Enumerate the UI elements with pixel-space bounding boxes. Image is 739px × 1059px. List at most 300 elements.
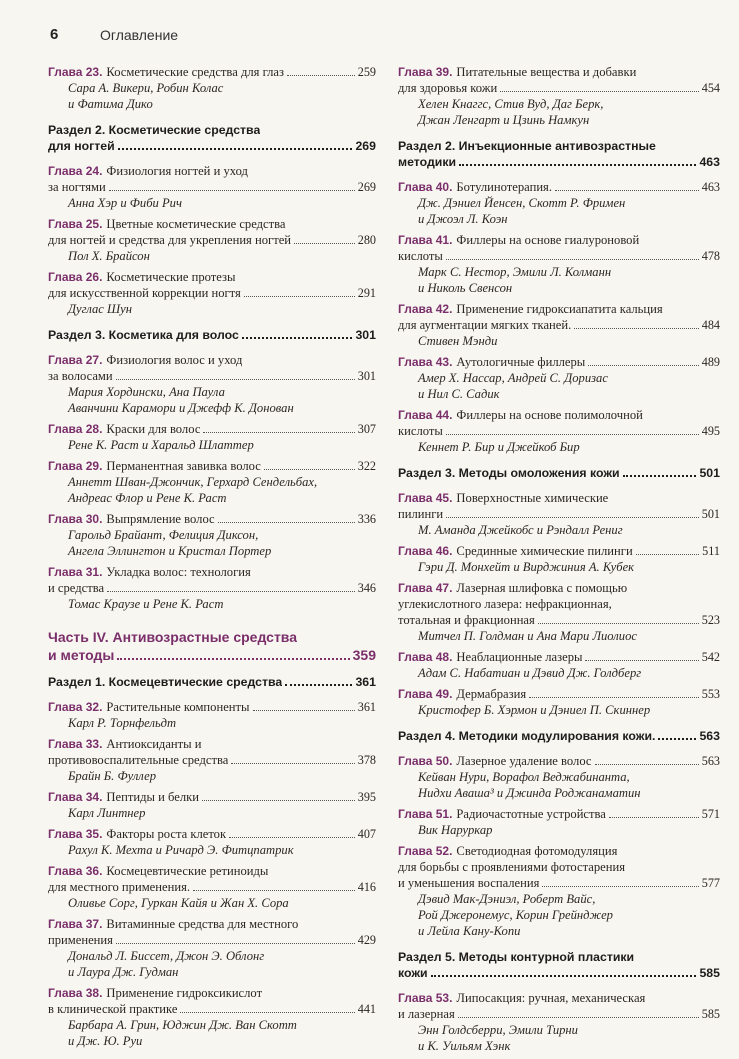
- entry-title-line: Краски для волос: [106, 422, 201, 436]
- entry-title-line: Пептиды и белки: [106, 790, 199, 804]
- chapter-label: Глава 43.: [398, 355, 453, 369]
- entry-title-line: для аугментации мягких тканей.: [398, 318, 572, 332]
- authors-line: Карл Р. Торнфельдт: [68, 716, 177, 730]
- chapter-label: Глава 34.: [48, 790, 103, 804]
- entry-title-line: Цветные косметические средства: [106, 217, 286, 231]
- page-ref: 495: [701, 424, 720, 438]
- chapter-label: Глава 50.: [398, 754, 453, 768]
- dot-leader: [658, 738, 696, 740]
- toc-line: [48, 122, 376, 138]
- page-ref: 511: [702, 544, 720, 558]
- toc-chapter: [48, 564, 376, 612]
- entry-title-line: Физиология ногтей и уход: [106, 164, 248, 178]
- toc-line: [398, 80, 720, 96]
- toc-line: [48, 269, 376, 285]
- entry-title-line: Срединные химические пилинги: [456, 544, 633, 558]
- authors-line: Оливье Сорг, Гуркан Кайя и Жан Х. Сора: [68, 896, 289, 910]
- toc-line: [398, 859, 720, 875]
- authors-line: Брайн Б. Фуллер: [68, 769, 157, 783]
- toc-column-left: [48, 64, 376, 1054]
- dot-leader: [253, 710, 355, 711]
- toc-column-right: [398, 64, 720, 1059]
- entry-title-line: для борьбы с проявлениями фотостарения: [398, 860, 626, 874]
- page-ref: 378: [357, 753, 376, 767]
- authors-line: Аннетт Шван-Джончик, Герхард Сендельбах,: [68, 475, 318, 489]
- toc-section: [398, 728, 720, 744]
- toc-section: [48, 674, 376, 690]
- toc-chapter: [398, 179, 720, 227]
- entry-title-line: Укладка волос: технология: [106, 565, 251, 579]
- entry-title-line: для местного применения.: [48, 880, 191, 894]
- authors-line: и Фатима Дико: [68, 97, 153, 111]
- authors-line: Дж. Дэниел Йенсен, Скотт Р. Фримен: [418, 196, 626, 210]
- chapter-label: Глава 46.: [398, 544, 453, 558]
- authors-line: и Лаура Дж. Гудман: [68, 965, 179, 979]
- toc-line: [48, 327, 376, 343]
- toc-line: [398, 543, 720, 559]
- toc-section: [398, 138, 720, 170]
- dot-leader: [431, 975, 697, 977]
- entry-title-line: Раздел 3. Косметика для волос: [48, 328, 239, 342]
- chapter-label: Глава 52.: [398, 844, 453, 858]
- dot-leader: [555, 190, 699, 191]
- authors-line: Энн Голдсберри, Эмили Тирни: [418, 1023, 578, 1037]
- dot-leader: [118, 148, 353, 150]
- toc-chapter: [398, 232, 720, 296]
- entry-title-line: Витаминные средства для местного: [106, 917, 299, 931]
- chapter-label: Глава 44.: [398, 408, 453, 422]
- toc-line: [48, 511, 376, 527]
- page-ref: 501: [699, 466, 720, 480]
- toc-line: [398, 596, 720, 612]
- page-ref: 478: [701, 249, 720, 263]
- authors-line: Хелен Кнаггс, Стив Вуд, Даг Берк,: [418, 97, 604, 111]
- chapter-label: Глава 47.: [398, 581, 453, 595]
- toc-line: [398, 1006, 720, 1022]
- entry-title-line: Филлеры на основе гиалуроновой: [456, 233, 640, 247]
- entry-title-line: Физиология волос и уход: [106, 353, 243, 367]
- dot-leader: [294, 243, 355, 244]
- entry-title-line: для искусственной коррекции ногтя: [48, 286, 241, 300]
- chapter-label: Глава 32.: [48, 700, 103, 714]
- chapter-label: Глава 23.: [48, 65, 103, 79]
- authors-line: Ангела Эллингтон и Кристал Портер: [68, 544, 272, 558]
- chapter-label: Глава 33.: [48, 737, 103, 751]
- chapter-label: Глава 37.: [48, 917, 103, 931]
- toc-line: [398, 843, 720, 859]
- page-ref: 346: [357, 581, 376, 595]
- dot-leader: [459, 164, 696, 166]
- dot-leader: [193, 890, 355, 891]
- toc-line: [48, 789, 376, 805]
- toc-line: [48, 699, 376, 715]
- toc-line: [48, 138, 376, 154]
- chapter-label: Глава 38.: [48, 986, 103, 1000]
- chapter-label: Глава 28.: [48, 422, 103, 436]
- toc-line: [398, 612, 720, 628]
- dot-leader: [623, 475, 697, 477]
- page-ref: 407: [357, 827, 376, 841]
- entry-title-line: Дермабразия: [456, 687, 527, 701]
- chapter-label: Глава 45.: [398, 491, 453, 505]
- chapter-label: Глава 31.: [48, 565, 103, 579]
- chapter-label: Глава 53.: [398, 991, 453, 1005]
- toc-line: [48, 458, 376, 474]
- entry-title-line: и уменьшения воспаления: [398, 876, 540, 890]
- toc-chapter: [48, 269, 376, 317]
- dot-leader: [116, 943, 355, 944]
- dot-leader: [542, 886, 698, 887]
- page-ref: 563: [701, 754, 720, 768]
- toc-chapter: [48, 511, 376, 559]
- entry-title-line: Лазерная шлифовка с помощью: [456, 581, 628, 595]
- authors-line: Митчел П. Голдман и Ана Мари Лиолиос: [418, 629, 637, 643]
- toc-section: [48, 327, 376, 343]
- page-ref: 336: [357, 512, 376, 526]
- authors-line: Амер Х. Нассар, Андрей С. Доризас: [418, 371, 608, 385]
- toc-line: [398, 154, 720, 170]
- toc-chapter: [48, 216, 376, 264]
- toc-chapter: [48, 458, 376, 506]
- chapter-label: Глава 51.: [398, 807, 453, 821]
- authors-line: Вик Наруркар: [418, 823, 493, 837]
- entry-title-line: кожи: [398, 966, 428, 980]
- chapter-label: Глава 49.: [398, 687, 453, 701]
- authors-line: Рене К. Раст и Харальд Шлаттер: [68, 438, 254, 452]
- authors-line: Томас Краузе и Рене К. Раст: [68, 597, 224, 611]
- toc-chapter: [48, 421, 376, 453]
- dot-leader: [636, 554, 699, 555]
- toc-line: [398, 753, 720, 769]
- dot-leader: [107, 591, 355, 592]
- toc-line: [398, 990, 720, 1006]
- page-ref: 359: [352, 647, 376, 663]
- toc-line: [48, 580, 376, 596]
- toc-chapter: [398, 64, 720, 128]
- entry-title-line: Факторы роста клеток: [106, 827, 227, 841]
- page-ref: 463: [701, 180, 720, 194]
- entry-title-line: и методы: [48, 647, 115, 663]
- authors-line: Барбара А. Грин, Юджин Дж. Ван Скотт: [68, 1018, 297, 1032]
- authors-line: Пол Х. Брайсон: [68, 249, 150, 263]
- toc-line: [398, 64, 720, 80]
- entry-title-line: Филлеры на основе полимолочной: [456, 408, 643, 422]
- toc-line: [48, 421, 376, 437]
- authors-line: Нидхи Аваша³ и Джинда Роджанаматин: [418, 786, 641, 800]
- dot-leader: [242, 337, 353, 339]
- authors-line: Джан Ленгарт и Цзинь Намкун: [418, 113, 590, 127]
- entry-title-line: Светодиодная фотомодуляция: [456, 844, 618, 858]
- toc-part: [48, 628, 376, 664]
- toc-chapter: [398, 806, 720, 838]
- toc-line: [48, 352, 376, 368]
- entry-title-line: Космецевтические ретиноиды: [106, 864, 269, 878]
- toc-line: [398, 301, 720, 317]
- toc-line: [48, 863, 376, 879]
- toc-line: [48, 879, 376, 895]
- chapter-label: Глава 42.: [398, 302, 453, 316]
- toc-chapter: [398, 686, 720, 718]
- toc-line: [48, 985, 376, 1001]
- toc-chapter: [398, 301, 720, 349]
- toc-line: [398, 728, 720, 744]
- toc-line: [398, 806, 720, 822]
- toc-chapter: [48, 699, 376, 731]
- entry-title-line: Раздел 1. Космецевтические средства: [48, 675, 283, 689]
- entry-title-line: Выпрямление волос: [106, 512, 215, 526]
- toc-line: [48, 646, 376, 664]
- toc-chapter: [48, 352, 376, 416]
- entry-title-line: и лазерная: [398, 1007, 455, 1021]
- authors-line: Рой Джеронемус, Корин Грейнджер: [418, 908, 613, 922]
- page-ref: 542: [701, 650, 720, 664]
- page-ref: 429: [357, 933, 376, 947]
- dot-leader: [180, 1012, 354, 1013]
- toc-line: [398, 317, 720, 333]
- page-ref: 301: [355, 328, 376, 342]
- toc-chapter: [48, 789, 376, 821]
- page-ref: 361: [357, 700, 376, 714]
- toc-chapter: [48, 985, 376, 1049]
- page-ref: 585: [699, 966, 720, 980]
- entry-title-line: Косметические протезы: [106, 270, 236, 284]
- toc-chapter: [398, 354, 720, 402]
- dot-leader: [244, 296, 355, 297]
- toc-line: [398, 506, 720, 522]
- entry-title-line: углекислотного лазера: нефракционная,: [398, 597, 612, 611]
- toc-chapter: [398, 753, 720, 801]
- dot-leader: [588, 365, 698, 366]
- toc-line: [398, 949, 720, 965]
- toc-line: [48, 826, 376, 842]
- authors-line: и К. Уильям Хэнк: [418, 1039, 511, 1053]
- entry-title-line: Питательные вещества и добавки: [456, 65, 637, 79]
- toc-line: [398, 407, 720, 423]
- toc-line: [48, 1001, 376, 1017]
- entry-title-line: кислоты: [398, 424, 443, 438]
- chapter-label: Глава 39.: [398, 65, 453, 79]
- toc-chapter: [398, 649, 720, 681]
- entry-title-line: применения: [48, 933, 113, 947]
- dot-leader: [117, 658, 349, 660]
- toc-line: [48, 216, 376, 232]
- authors-line: Анна Хэр и Фиби Рич: [68, 196, 182, 210]
- dot-leader: [203, 432, 354, 433]
- toc-chapter: [398, 990, 720, 1054]
- page-header: [50, 26, 709, 46]
- page-ref: 416: [357, 880, 376, 894]
- entry-title-line: Антиоксиданты и: [106, 737, 202, 751]
- entry-title-line: противовоспалительные средства: [48, 753, 229, 767]
- chapter-label: Глава 35.: [48, 827, 103, 841]
- authors-line: и Нил С. Садик: [418, 387, 500, 401]
- authors-line: Гарольд Брайант, Фелиция Диксон,: [68, 528, 259, 542]
- page-ref: 259: [357, 65, 376, 79]
- entry-title-line: Поверхностные химические: [456, 491, 609, 505]
- entry-title-line: Растительные компоненты: [106, 700, 250, 714]
- page-title: Оглавление: [100, 27, 179, 43]
- authors-line: М. Аманда Джейкобс и Рэндалл Рениг: [418, 523, 623, 537]
- toc-line: [48, 916, 376, 932]
- authors-line: Дэвид Мак-Дэниэл, Роберт Вайс,: [418, 892, 596, 906]
- entry-title-line: в клинической практике: [48, 1002, 178, 1016]
- page-ref: 269: [355, 139, 376, 153]
- dot-leader: [446, 517, 699, 518]
- dot-leader: [529, 697, 699, 698]
- entry-title-line: Липосакция: ручная, механическая: [456, 991, 646, 1005]
- chapter-label: Глава 48.: [398, 650, 453, 664]
- entry-title-line: для ногтей и средства для укрепления ногтей: [48, 233, 292, 247]
- toc-chapter: [48, 916, 376, 980]
- dot-leader: [609, 817, 699, 818]
- toc-line: [48, 752, 376, 768]
- page-ref: 441: [357, 1002, 376, 1016]
- page-ref: 269: [357, 180, 376, 194]
- entry-title-line: Раздел 5. Методы контурной пластики: [398, 950, 635, 964]
- toc-section: [398, 949, 720, 981]
- toc-line: [398, 965, 720, 981]
- entry-title-line: методики: [398, 155, 457, 169]
- dot-leader: [202, 800, 355, 801]
- authors-line: Аванчини Карамори и Джефф К. Донован: [68, 401, 294, 415]
- entry-title-line: для здоровья кожи: [398, 81, 498, 95]
- authors-line: Рахул К. Мехта и Ричард Э. Фитцпатрик: [68, 843, 294, 857]
- dot-leader: [538, 623, 699, 624]
- authors-line: Сара А. Викери, Робин Колас: [68, 81, 224, 95]
- entry-title-line: тотальная и фракционная: [398, 613, 535, 627]
- page-ref: 280: [357, 233, 376, 247]
- toc-line: [398, 232, 720, 248]
- entry-title-line: Применение гидроксикислот: [106, 986, 263, 1000]
- entry-title-line: Применение гидроксиапатита кальция: [456, 302, 663, 316]
- entry-title-line: Раздел 2. Инъекционные антивозрастные: [398, 139, 656, 153]
- page-ref: 563: [699, 729, 720, 743]
- page-ref: 484: [701, 318, 720, 332]
- dot-leader: [229, 837, 355, 838]
- entry-title-line: за ногтями: [48, 180, 106, 194]
- entry-title-line: Перманентная завивка волос: [106, 459, 261, 473]
- toc-chapter: [398, 490, 720, 538]
- toc-line: [48, 736, 376, 752]
- authors-line: Кеннет Р. Бир и Джейкоб Бир: [418, 440, 580, 454]
- chapter-label: Глава 24.: [48, 164, 103, 178]
- entry-title-line: Раздел 4. Методики модулирования кожи.: [398, 729, 656, 743]
- toc-chapter: [48, 736, 376, 784]
- authors-line: Карл Линтнер: [68, 806, 146, 820]
- authors-line: Стивен Мэнди: [418, 334, 498, 348]
- dot-leader: [458, 1017, 699, 1018]
- dot-leader: [500, 91, 699, 92]
- toc-line: [398, 423, 720, 439]
- authors-line: и Джоэл Л. Коэн: [418, 212, 508, 226]
- page-ref: 463: [699, 155, 720, 169]
- page-ref: 489: [701, 355, 720, 369]
- chapter-label: Глава 40.: [398, 180, 453, 194]
- toc-line: [398, 686, 720, 702]
- toc-line: [48, 232, 376, 248]
- dot-leader: [231, 763, 354, 764]
- toc-chapter: [48, 826, 376, 858]
- toc-line: [398, 354, 720, 370]
- authors-line: Андреас Флор и Рене К. Раст: [68, 491, 227, 505]
- toc-line: [48, 628, 376, 646]
- dot-leader: [595, 764, 699, 765]
- authors-line: и Николь Свенсон: [418, 281, 513, 295]
- toc-line: [398, 248, 720, 264]
- entry-title-line: Раздел 3. Методы омоложения кожи: [398, 466, 620, 480]
- dot-leader: [218, 522, 355, 523]
- toc-line: [48, 674, 376, 690]
- toc-chapter: [398, 543, 720, 575]
- page-number: 6: [50, 26, 59, 43]
- toc-chapter: [398, 580, 720, 644]
- page-ref: 301: [357, 369, 376, 383]
- authors-line: и Дж. Ю. Руи: [68, 1034, 143, 1048]
- chapter-label: Глава 25.: [48, 217, 103, 231]
- toc-line: [48, 179, 376, 195]
- page-ref: 577: [701, 876, 720, 890]
- toc-chapter: [48, 163, 376, 211]
- chapter-label: Глава 27.: [48, 353, 103, 367]
- dot-leader: [264, 469, 355, 470]
- authors-line: Дональд Л. Биссет, Джон Э. Облонг: [68, 949, 265, 963]
- chapter-label: Глава 29.: [48, 459, 103, 473]
- toc-line: [398, 138, 720, 154]
- entry-title-line: кислоты: [398, 249, 443, 263]
- toc-line: [48, 368, 376, 384]
- page-ref: 523: [701, 613, 720, 627]
- entry-title-line: Часть IV. Антивозрастные средства: [48, 629, 298, 645]
- toc-line: [398, 649, 720, 665]
- authors-line: Кристофер Б. Хэрмон и Дэниел П. Скиннер: [418, 703, 651, 717]
- entry-title-line: Раздел 2. Косметические средства: [48, 123, 261, 137]
- toc-line: [398, 580, 720, 596]
- entry-title-line: Косметические средства для глаз: [106, 65, 284, 79]
- authors-line: Дуглас Шун: [68, 302, 133, 316]
- toc-line: [48, 64, 376, 80]
- authors-line: Гэри Д. Монхейт и Вирджиния А. Кубек: [418, 560, 635, 574]
- page-ref: 585: [701, 1007, 720, 1021]
- entry-title-line: Аутологичные филлеры: [456, 355, 586, 369]
- dot-leader: [574, 328, 698, 329]
- chapter-label: Глава 30.: [48, 512, 103, 526]
- entry-title-line: и средства: [48, 581, 105, 595]
- dot-leader: [109, 190, 355, 191]
- authors-line: и Лейла Кану-Копи: [418, 924, 521, 938]
- page-ref: 322: [357, 459, 376, 473]
- page-ref: 454: [701, 81, 720, 95]
- toc-line: [398, 490, 720, 506]
- dot-leader: [446, 259, 699, 260]
- dot-leader: [285, 684, 352, 686]
- page-ref: 571: [701, 807, 720, 821]
- chapter-label: Глава 36.: [48, 864, 103, 878]
- dot-leader: [287, 75, 355, 76]
- dot-leader: [446, 434, 699, 435]
- entry-title-line: Радиочастотные устройства: [456, 807, 606, 821]
- authors-line: Марк С. Нестор, Эмили Л. Колманн: [418, 265, 612, 279]
- entry-title-line: Ботулинотерапия.: [456, 180, 552, 194]
- entry-title-line: за волосами: [48, 369, 113, 383]
- entry-title-line: Лазерное удаление волос: [456, 754, 592, 768]
- entry-title-line: пилинги: [398, 507, 444, 521]
- toc-chapter: [48, 863, 376, 911]
- chapter-label: Глава 26.: [48, 270, 103, 284]
- toc-chapter: [398, 843, 720, 939]
- chapter-label: Глава 41.: [398, 233, 453, 247]
- entry-title-line: Неаблационные лазеры: [456, 650, 583, 664]
- page-ref: 361: [355, 675, 376, 689]
